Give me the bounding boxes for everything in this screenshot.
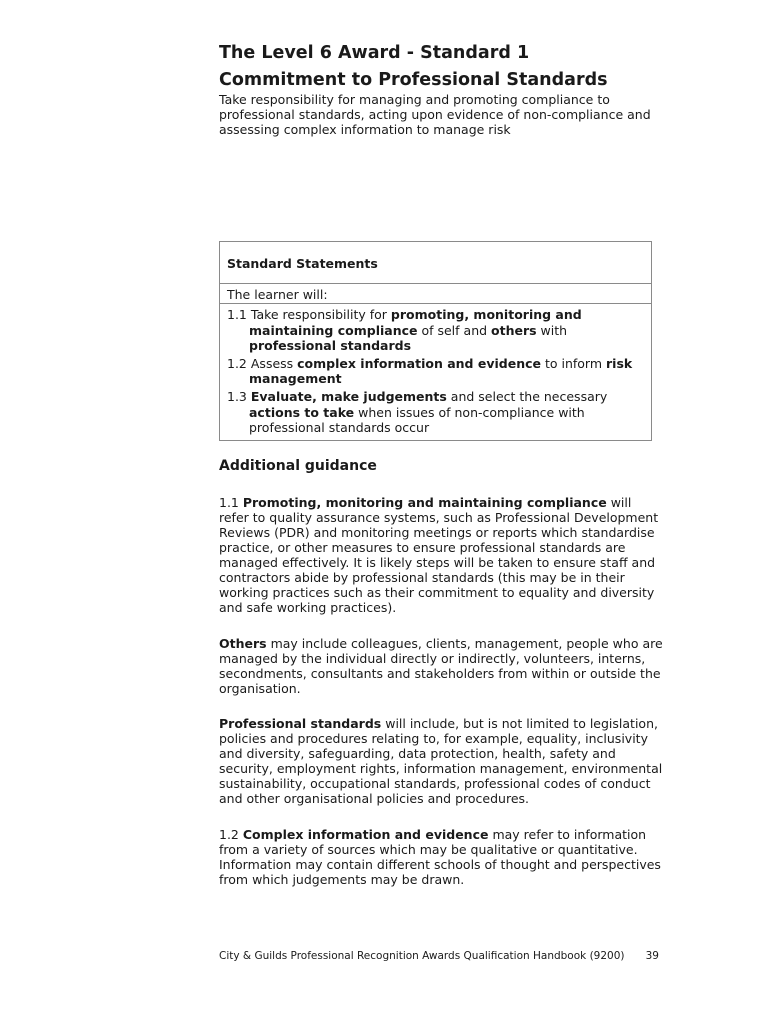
statement-text: of self and — [417, 322, 492, 338]
title-line-1: The Level 6 Award - Standard 1 — [219, 43, 530, 63]
statement-bold: actions to take — [249, 404, 355, 420]
paragraph-term: Promoting, monitoring and maintaining compliance — [242, 495, 607, 510]
statement-bold: others — [491, 322, 537, 338]
paragraph-term: Complex information and evidence — [242, 827, 489, 842]
statement-number: 1.2 — [227, 355, 247, 371]
statement-item — [227, 307, 645, 354]
paragraph-term: Others — [219, 636, 267, 651]
paragraph-text: will refer to quality assurance systems, such as Professional Development Reviews (PDR) and monitoring meetings or reports which standardise practice, or other measures to ensure professional standards are managed effectively. It is likely steps will be taken to ensure staff and contractors abide by professional standards (this may be in their working practices such as their commitment to equality and diversity and safe working practices). — [219, 495, 659, 615]
guidance-paragraph — [219, 716, 664, 806]
standard-statements-table — [219, 241, 652, 441]
paragraph-prefix: 1.1 — [219, 495, 243, 510]
statement-bold: Evaluate, make judgements — [250, 388, 447, 404]
statement-number: 1.1 — [227, 307, 247, 322]
statement-bold: complex information and evidence — [297, 355, 541, 371]
guidance-paragraph — [219, 636, 664, 696]
statement-text: Assess — [250, 355, 298, 371]
page-footer — [219, 950, 659, 962]
page-number: 39 — [645, 950, 659, 962]
statement-text: when issues of non-compliance with professional standards occur — [249, 404, 585, 436]
paragraph-text: will include, but is not limited to legislation, policies and procedures relating to, for example, equality, inclusivity and diversity, safeguarding, data protection, health, safety and security, employment rights, information management, environmental sustainability, occupational standards, professional codes of conduct and other organisational policies and procedures. — [219, 716, 663, 806]
intro-text: Take responsibility for managing and promoting compliance to professional standards, acting upon evidence of non-compliance and assessing complex information to manage risk — [219, 92, 651, 137]
statement-text: Take responsibility for — [250, 307, 391, 322]
statement-text: and select the necessary — [446, 388, 608, 404]
table-heading: Standard Statements — [220, 242, 651, 284]
additional-guidance-heading: Additional guidance — [219, 458, 377, 474]
statement-bold: professional standards — [249, 338, 412, 354]
statement-bold: promoting, monitoring and maintaining compliance — [249, 307, 582, 338]
paragraph-term: Professional standards — [219, 716, 382, 731]
statement-number: 1.3 — [227, 388, 247, 404]
guidance-paragraph — [219, 827, 664, 887]
statement-text: with — [536, 322, 568, 338]
paragraph-text: may refer to information from a variety of sources which may be qualitative or quantitative. Information may contain different schools of thought and perspectives from which judgements may be drawn. — [219, 827, 661, 887]
guidance-paragraph — [219, 495, 664, 615]
paragraph-prefix: 1.2 — [219, 827, 243, 842]
page-title — [219, 40, 689, 94]
statement-text: to inform — [540, 355, 606, 371]
title-line-2: Commitment to Professional Standards — [219, 70, 608, 90]
statement-item — [227, 389, 645, 436]
statement-bold: risk management — [249, 355, 633, 387]
statement-item — [227, 356, 645, 387]
learner-row: The learner will: — [220, 284, 651, 304]
footer-text: City & Guilds Professional Recognition Awards Qualification Handbook (9200) — [219, 950, 625, 962]
statement-list — [220, 304, 651, 440]
paragraph-text: may include colleagues, clients, management, people who are managed by the individual directly or indirectly, volunteers, interns, secondments, consultants and stakeholders from within or outside the organisation. — [219, 636, 663, 696]
